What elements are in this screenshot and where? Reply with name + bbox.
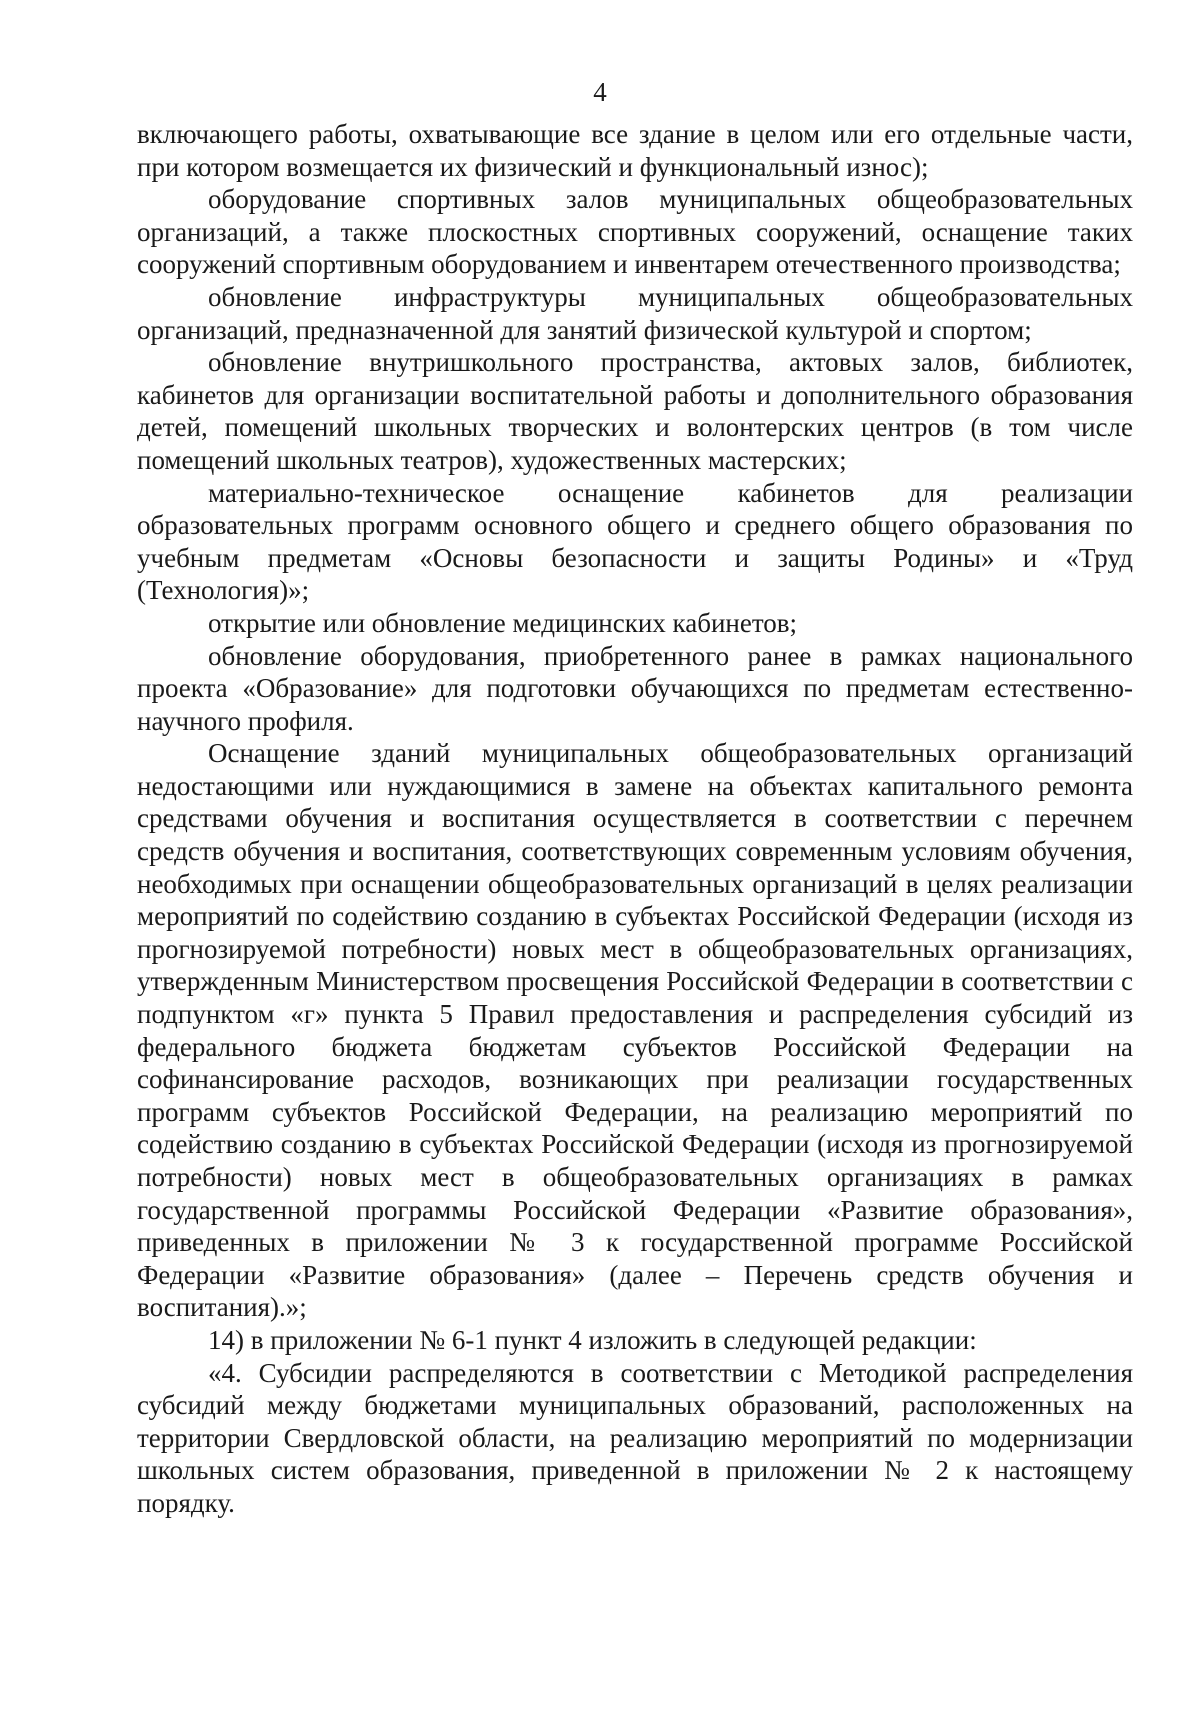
paragraph-medical-rooms: открытие или обновление медицинских кабинетов;	[208, 607, 798, 638]
paragraph-equipment-update: обновление оборудования, приобретенного ранее в рамках национального проекта «Образование» для подготовки обучающихся по предметам естественно-научного профиля.	[137, 640, 1133, 736]
paragraph-item-14: 14) в приложении № 6-1 пункт 4 изложить в следующей редакции:	[208, 1324, 977, 1355]
paragraph-sports-infrastructure: обновление инфраструктуры муниципальных общеобразовательных организаций, предназначенной для занятий физической культурой и спортом;	[137, 281, 1133, 345]
document-body	[137, 118, 1133, 1520]
paragraph-classroom-equipment: материально-техническое оснащение кабинетов для реализации образовательных программ основного общего и среднего общего образования по учебным предметам «Основы безопасности и защиты Родины» и «Труд (Технология)»;	[137, 477, 1133, 606]
paragraph-sports-halls: оборудование спортивных залов муниципальных общеобразовательных организаций, а также плоскостных спортивных сооружений, оснащение таких сооружений спортивным оборудованием и инвентарем отечественного производства;	[137, 184, 1133, 280]
paragraph-equipping-buildings: Оснащение зданий муниципальных общеобразовательных организаций недостающими или нуждающимися в замене на объектах капитального ремонта средствами обучения и воспитания осуществляется в соответствии с перечнем средств обучения и воспитания, соответствующих современным условиям обучения, необходимых при оснащении общеобразовательных организаций в целях реализации мероприятий по содействию созданию в субъектах Российской Федерации (исходя из прогнозируемой потребности) новых мест в общеобразовательных организациях, утвержденным Министерством просвещения Российской Федерации в соответствии с подпунктом «г» пункта 5 Правил предоставления и распределения субсидий из федерального бюджета бюджетам субъектов Российской Федерации на софинансирование расходов, возникающих при реализации государственных программ субъектов Российской Федерации, на реализацию мероприятий по содействию созданию в субъектах Российской Федерации (исходя из прогнозируемой потребности) новых мест в общеобразовательных организациях в рамках государственной программы Российской Федерации «Развитие образования», приведенных в приложении № 3 к государственной программе Российской Федерации «Развитие образования» (далее – Перечень средств обучения и воспитания).»;	[137, 738, 1133, 1323]
paragraph-subsidies: «4. Субсидии распределяются в соответствии с Методикой распределения субсидий между бюджетами муниципальных образований, расположенных на территории Свердловской области, на реализацию мероприятий по модернизации школьных систем образования, приведенной в приложении № 2 к настоящему порядку.	[137, 1357, 1133, 1518]
page-number: 4	[593, 77, 607, 107]
paragraph-continuation: включающего работы, охватывающие все здание в целом или его отдельные части, при котором возмещается их физический и функциональный износ);	[137, 119, 1133, 182]
paragraph-school-space: обновление внутришкольного пространства, актовых залов, библиотек, кабинетов для организации воспитательной работы и дополнительного образования детей, помещений школьных творческих и волонтерских центров (в том числе помещений школьных театров), художественных мастерских;	[137, 347, 1133, 475]
